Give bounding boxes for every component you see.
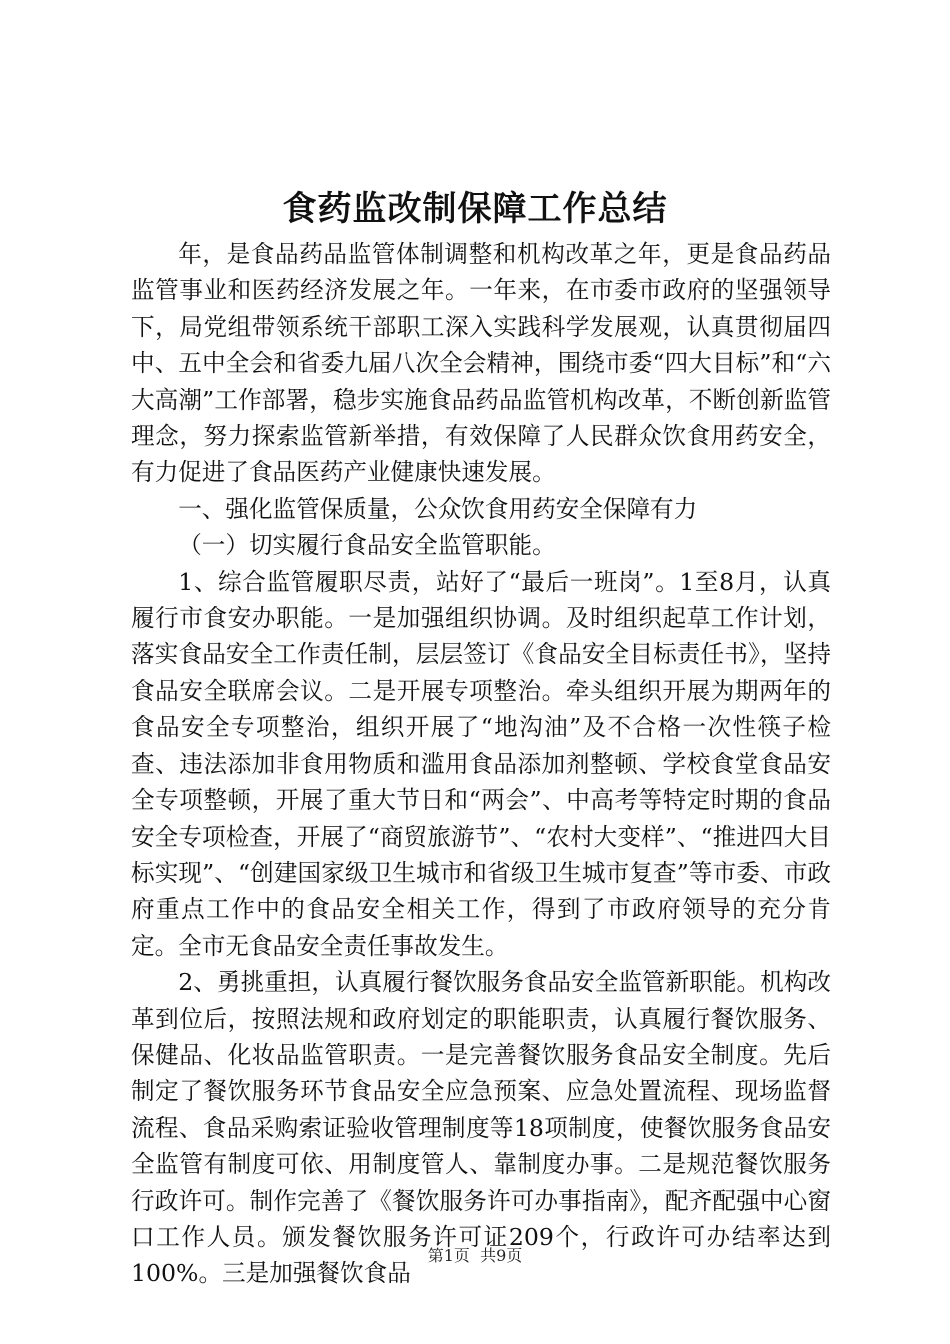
paragraph-intro: 年，是食品药品监管体制调整和机构改革之年，更是食品药品监管事业和医药经济发展之年。一年来，在市委市政府的坚强领导下，局党组带领系统干部职工深入实践科学发展观，认真贯彻届四中、五中全会和省委九届八次全会精神，围绕市委“四大目标”和“六大高潮”工作部署，稳步实施食品药品监管机构改革，不断创新监管理念，努力探索监管新举措，有效保障了人民群众饮食用药安全，有力促进了食品医药产业健康快速发展。	[131, 240, 831, 487]
page-footer	[0, 1245, 950, 1267]
document-body	[131, 236, 831, 1292]
section-heading-1: 一、强化监管保质量，公众饮食用药安全保障有力	[178, 494, 698, 523]
page-number: 第1页 共9页	[427, 1246, 523, 1265]
document-title: 食药监改制保障工作总结	[282, 189, 668, 229]
subsection-heading-1: （一）切实履行食品安全监管职能。	[178, 531, 556, 560]
paragraph-item-2: 2、勇挑重担，认真履行餐饮服务食品安全监管新职能。机构改革到位后，按照法规和政府划定的职能职责，认真履行餐饮服务、保健品、化妆品监管职责。一是完善餐饮服务食品安全制度。先后制定了餐饮服务环节食品安全应急预案、应急处置流程、现场监督流程、食品采购索证验收管理制度等18项制度，使餐饮服务食品安全监管有制度可依、用制度管人、靠制度办事。二是规范餐饮服务行政许可。制作完善了《餐饮服务许可办事指南》，配齐配强中心窗口工作人员。颁发餐饮服务许可证209个，行政许可办结率达到100%。三是加强餐饮食品	[131, 968, 831, 1288]
paragraph-item-1: 1、综合监管履职尽责，站好了“最后一班岗”。1至8月，认真履行市食安办职能。一是加强组织协调。及时组织起草工作计划，落实食品安全工作责任制，层层签订《食品安全目标责任书》，坚持食品安全联席会议。二是开展专项整治。牵头组织开展为期两年的食品安全专项整治，组织开展了“地沟油”及不合格一次性筷子检查、违法添加非食用物质和滥用食品添加剂整顿、学校食堂食品安全专项整顿，开展了重大节日和“两会”、中高考等特定时期的食品安全专项检查，开展了“商贸旅游节”、“农村大变样”、“推进四大目标实现”、“创建国家级卫生城市和省级卫生城市复查”等市委、市政府重点工作中的食品安全相关工作，得到了市政府领导的充分肯定。全市无食品安全责任事故发生。	[131, 567, 831, 960]
